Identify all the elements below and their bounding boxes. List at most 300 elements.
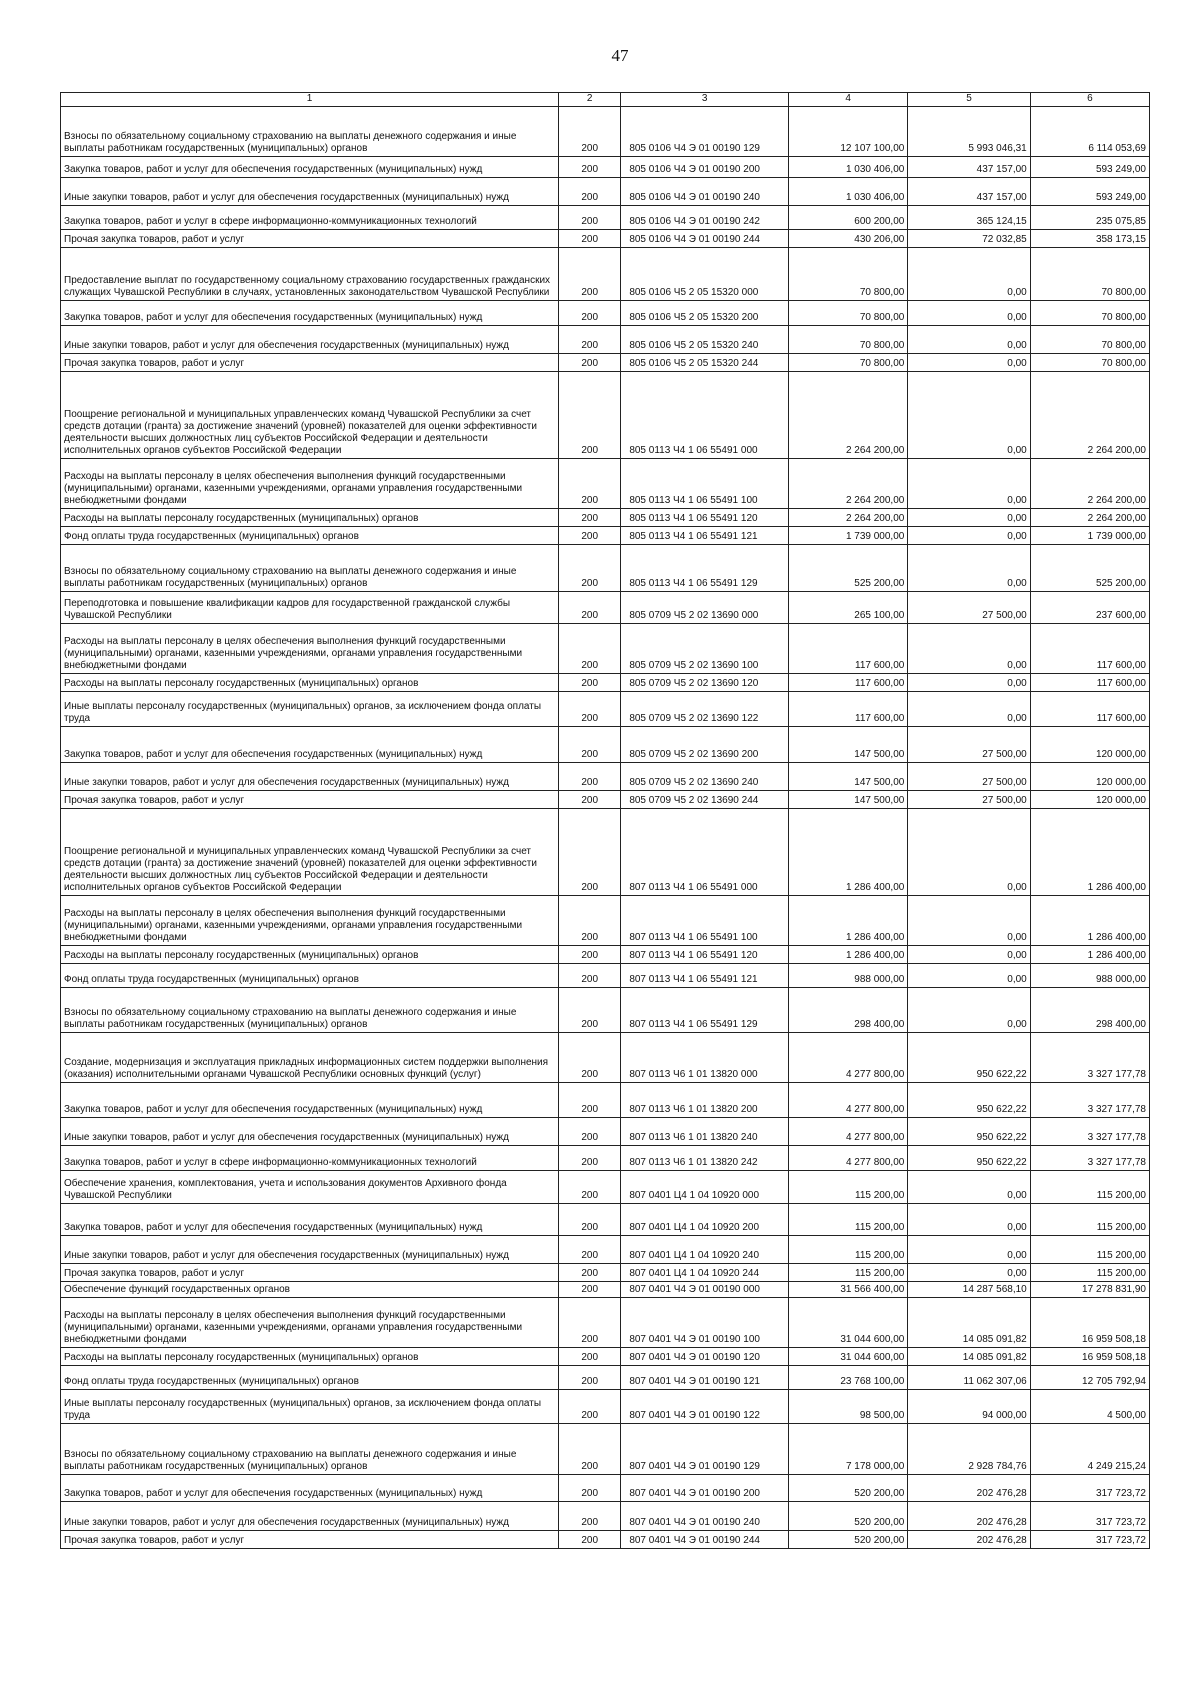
row-executed-amount: 365 124,15 [908, 206, 1030, 230]
row-budget-code: 807 0113 Ч4 1 06 55491 129 [621, 988, 789, 1033]
row-budget-code: 805 0709 Ч5 2 02 13690 100 [621, 624, 789, 674]
row-line-code: 200 [559, 157, 621, 178]
row-approved-amount: 298 400,00 [789, 988, 908, 1033]
row-budget-code: 807 0401 Ц4 1 04 10920 244 [621, 1264, 789, 1282]
row-budget-code: 807 0113 Ч6 1 01 13820 242 [621, 1146, 789, 1171]
row-name: Фонд оплаты труда государственных (муниципальных) органов [61, 1366, 559, 1390]
row-approved-amount: 115 200,00 [789, 1264, 908, 1282]
row-unexecuted-amount: 70 800,00 [1030, 354, 1149, 372]
row-approved-amount: 147 500,00 [789, 791, 908, 809]
row-executed-amount: 0,00 [908, 1236, 1030, 1264]
row-unexecuted-amount: 3 327 177,78 [1030, 1118, 1149, 1146]
table-row [61, 545, 1150, 592]
row-unexecuted-amount: 235 075,85 [1030, 206, 1149, 230]
table-row [61, 1236, 1150, 1264]
row-name: Иные закупки товаров, работ и услуг для обеспечения государственных (муниципальных) нужд [61, 1236, 559, 1264]
row-line-code: 200 [559, 1236, 621, 1264]
column-number-row [61, 93, 1150, 107]
row-line-code: 200 [559, 1475, 621, 1502]
table-row [61, 624, 1150, 674]
row-unexecuted-amount: 17 278 831,90 [1030, 1282, 1149, 1298]
row-name: Расходы на выплаты персоналу в целях обеспечения выполнения функций государственными (муниципальными) органами, казенными учреждениями, органами управления государственными внебюджетными фондами [61, 1298, 559, 1348]
row-line-code: 200 [559, 1531, 621, 1549]
table-row [61, 1083, 1150, 1118]
row-executed-amount: 202 476,28 [908, 1531, 1030, 1549]
row-line-code: 200 [559, 809, 621, 896]
row-unexecuted-amount: 3 327 177,78 [1030, 1146, 1149, 1171]
row-executed-amount: 950 622,22 [908, 1118, 1030, 1146]
row-approved-amount: 600 200,00 [789, 206, 908, 230]
row-name: Закупка товаров, работ и услуг для обеспечения государственных (муниципальных) нужд [61, 301, 559, 326]
row-line-code: 200 [559, 1146, 621, 1171]
row-line-code: 200 [559, 1264, 621, 1282]
row-line-code: 200 [559, 459, 621, 509]
row-unexecuted-amount: 3 327 177,78 [1030, 1083, 1149, 1118]
row-executed-amount: 2 928 784,76 [908, 1424, 1030, 1475]
row-approved-amount: 4 277 800,00 [789, 1083, 908, 1118]
row-approved-amount: 70 800,00 [789, 326, 908, 354]
row-line-code: 200 [559, 1118, 621, 1146]
row-approved-amount: 265 100,00 [789, 592, 908, 624]
row-line-code: 200 [559, 946, 621, 964]
table-row [61, 692, 1150, 727]
row-budget-code: 805 0709 Ч5 2 02 13690 200 [621, 727, 789, 763]
row-budget-code: 807 0401 Ч4 Э 01 00190 120 [621, 1348, 789, 1366]
row-approved-amount: 115 200,00 [789, 1171, 908, 1204]
row-name: Закупка товаров, работ и услуг для обеспечения государственных (муниципальных) нужд [61, 1475, 559, 1502]
row-approved-amount: 520 200,00 [789, 1475, 908, 1502]
row-name: Иные закупки товаров, работ и услуг для обеспечения государственных (муниципальных) нужд [61, 178, 559, 206]
table-row [61, 107, 1150, 157]
table-row [61, 1298, 1150, 1348]
row-approved-amount: 4 277 800,00 [789, 1118, 908, 1146]
row-budget-code: 805 0106 Ч5 2 05 15320 244 [621, 354, 789, 372]
table-row [61, 230, 1150, 248]
row-approved-amount: 147 500,00 [789, 727, 908, 763]
row-name: Закупка товаров, работ и услуг для обеспечения государственных (муниципальных) нужд [61, 1204, 559, 1236]
row-approved-amount: 525 200,00 [789, 545, 908, 592]
row-name: Обеспечение хранения, комплектования, учета и использования документов Архивного фонда Чувашской Республики [61, 1171, 559, 1204]
row-executed-amount: 202 476,28 [908, 1475, 1030, 1502]
table-row [61, 157, 1150, 178]
row-budget-code: 805 0113 Ч4 1 06 55491 120 [621, 509, 789, 527]
row-unexecuted-amount: 117 600,00 [1030, 674, 1149, 692]
row-approved-amount: 520 200,00 [789, 1502, 908, 1531]
row-unexecuted-amount: 2 264 200,00 [1030, 459, 1149, 509]
row-line-code: 200 [559, 1366, 621, 1390]
row-line-code: 200 [559, 1204, 621, 1236]
row-executed-amount: 0,00 [908, 1171, 1030, 1204]
table-row [61, 1171, 1150, 1204]
row-unexecuted-amount: 70 800,00 [1030, 248, 1149, 301]
row-name: Предоставление выплат по государственному социальному страхованию государственных гражданских служащих Чувашской Республики в случаях, установленных законодательством Чувашской Республики [61, 248, 559, 301]
row-approved-amount: 988 000,00 [789, 964, 908, 988]
row-name: Иные закупки товаров, работ и услуг для обеспечения государственных (муниципальных) нужд [61, 1502, 559, 1531]
row-budget-code: 805 0113 Ч4 1 06 55491 129 [621, 545, 789, 592]
row-line-code: 200 [559, 527, 621, 545]
row-name: Расходы на выплаты персоналу государственных (муниципальных) органов [61, 946, 559, 964]
row-name: Расходы на выплаты персоналу государственных (муниципальных) органов [61, 1348, 559, 1366]
row-unexecuted-amount: 3 327 177,78 [1030, 1033, 1149, 1083]
column-number: 2 [559, 93, 621, 107]
row-approved-amount: 31 044 600,00 [789, 1348, 908, 1366]
row-line-code: 200 [559, 230, 621, 248]
row-executed-amount: 27 500,00 [908, 763, 1030, 791]
row-budget-code: 805 0709 Ч5 2 02 13690 240 [621, 763, 789, 791]
row-approved-amount: 115 200,00 [789, 1236, 908, 1264]
row-line-code: 200 [559, 1348, 621, 1366]
row-name: Расходы на выплаты персоналу в целях обеспечения выполнения функций государственными (муниципальными) органами, казенными учреждениями, органами управления государственными внебюджетными фондами [61, 459, 559, 509]
table-row [61, 1118, 1150, 1146]
row-name: Обеспечение функций государственных органов [61, 1282, 559, 1298]
row-line-code: 200 [559, 1033, 621, 1083]
row-line-code: 200 [559, 964, 621, 988]
row-executed-amount: 0,00 [908, 301, 1030, 326]
row-line-code: 200 [559, 674, 621, 692]
row-executed-amount: 0,00 [908, 459, 1030, 509]
row-approved-amount: 2 264 200,00 [789, 509, 908, 527]
row-approved-amount: 117 600,00 [789, 692, 908, 727]
table-row [61, 1348, 1150, 1366]
table-row [61, 206, 1150, 230]
row-unexecuted-amount: 12 705 792,94 [1030, 1366, 1149, 1390]
table-row [61, 763, 1150, 791]
row-approved-amount: 70 800,00 [789, 301, 908, 326]
table-row [61, 727, 1150, 763]
row-unexecuted-amount: 120 000,00 [1030, 763, 1149, 791]
row-approved-amount: 31 566 400,00 [789, 1282, 908, 1298]
row-budget-code: 807 0401 Ч4 Э 01 00190 100 [621, 1298, 789, 1348]
row-line-code: 200 [559, 354, 621, 372]
row-line-code: 200 [559, 988, 621, 1033]
budget-execution-table [60, 92, 1150, 1549]
column-number: 4 [789, 93, 908, 107]
row-unexecuted-amount: 237 600,00 [1030, 592, 1149, 624]
row-unexecuted-amount: 525 200,00 [1030, 545, 1149, 592]
row-executed-amount: 0,00 [908, 1204, 1030, 1236]
row-line-code: 200 [559, 1282, 621, 1298]
row-name: Закупка товаров, работ и услуг для обеспечения государственных (муниципальных) нужд [61, 1083, 559, 1118]
row-approved-amount: 4 277 800,00 [789, 1033, 908, 1083]
row-name: Взносы по обязательному социальному страхованию на выплаты денежного содержания и иные выплаты работникам государственных (муниципальных) органов [61, 1424, 559, 1475]
row-name: Прочая закупка товаров, работ и услуг [61, 354, 559, 372]
row-name: Поощрение региональной и муниципальных управленческих команд Чувашской Республики за счет средств дотации (гранта) за достижение значений (уровней) показателей для оценки эффективности деятельности высших должностных лиц субъектов Российской Федерации и деятельности исполнительных органов субъектов Российской Федерации [61, 809, 559, 896]
row-executed-amount: 950 622,22 [908, 1033, 1030, 1083]
row-budget-code: 807 0401 Ч4 Э 01 00190 244 [621, 1531, 789, 1549]
row-unexecuted-amount: 16 959 508,18 [1030, 1348, 1149, 1366]
row-name: Иные выплаты персоналу государственных (муниципальных) органов, за исключением фонда оплаты труда [61, 692, 559, 727]
row-executed-amount: 202 476,28 [908, 1502, 1030, 1531]
table-row [61, 326, 1150, 354]
table-row [61, 1204, 1150, 1236]
row-line-code: 200 [559, 791, 621, 809]
row-executed-amount: 950 622,22 [908, 1083, 1030, 1118]
row-unexecuted-amount: 16 959 508,18 [1030, 1298, 1149, 1348]
table-body [61, 107, 1150, 1549]
row-budget-code: 805 0106 Ч4 Э 01 00190 242 [621, 206, 789, 230]
row-line-code: 200 [559, 592, 621, 624]
row-budget-code: 805 0106 Ч4 Э 01 00190 244 [621, 230, 789, 248]
row-unexecuted-amount: 117 600,00 [1030, 624, 1149, 674]
row-line-code: 200 [559, 545, 621, 592]
row-budget-code: 807 0113 Ч6 1 01 13820 200 [621, 1083, 789, 1118]
table-row [61, 527, 1150, 545]
row-budget-code: 805 0709 Ч5 2 02 13690 122 [621, 692, 789, 727]
row-budget-code: 805 0709 Ч5 2 02 13690 120 [621, 674, 789, 692]
row-executed-amount: 0,00 [908, 1264, 1030, 1282]
row-executed-amount: 437 157,00 [908, 178, 1030, 206]
row-line-code: 200 [559, 1424, 621, 1475]
row-name: Иные закупки товаров, работ и услуг для обеспечения государственных (муниципальных) нужд [61, 763, 559, 791]
table-row [61, 1146, 1150, 1171]
row-budget-code: 807 0113 Ч4 1 06 55491 120 [621, 946, 789, 964]
row-unexecuted-amount: 358 173,15 [1030, 230, 1149, 248]
table-row [61, 946, 1150, 964]
row-name: Закупка товаров, работ и услуг в сфере информационно-коммуникационных технологий [61, 206, 559, 230]
row-budget-code: 805 0113 Ч4 1 06 55491 100 [621, 459, 789, 509]
row-approved-amount: 1 739 000,00 [789, 527, 908, 545]
row-executed-amount: 0,00 [908, 624, 1030, 674]
row-name: Поощрение региональной и муниципальных управленческих команд Чувашской Республики за счет средств дотации (гранта) за достижение значений (уровней) показателей для оценки эффективности деятельности высших должностных лиц субъектов Российской Федерации и деятельности исполнительных органов субъектов Российской Федерации [61, 372, 559, 459]
row-name: Закупка товаров, работ и услуг для обеспечения государственных (муниципальных) нужд [61, 727, 559, 763]
row-unexecuted-amount: 117 600,00 [1030, 692, 1149, 727]
row-executed-amount: 27 500,00 [908, 727, 1030, 763]
row-unexecuted-amount: 593 249,00 [1030, 178, 1149, 206]
row-line-code: 200 [559, 692, 621, 727]
row-budget-code: 805 0709 Ч5 2 02 13690 244 [621, 791, 789, 809]
row-line-code: 200 [559, 763, 621, 791]
row-executed-amount: 0,00 [908, 988, 1030, 1033]
row-name: Фонд оплаты труда государственных (муниципальных) органов [61, 527, 559, 545]
row-budget-code: 807 0401 Ч4 Э 01 00190 000 [621, 1282, 789, 1298]
column-number: 5 [908, 93, 1030, 107]
row-approved-amount: 117 600,00 [789, 674, 908, 692]
row-budget-code: 807 0401 Ч4 Э 01 00190 122 [621, 1390, 789, 1424]
row-budget-code: 807 0401 Ч4 Э 01 00190 129 [621, 1424, 789, 1475]
table-row [61, 1033, 1150, 1083]
row-unexecuted-amount: 115 200,00 [1030, 1236, 1149, 1264]
row-line-code: 200 [559, 1502, 621, 1531]
row-approved-amount: 1 030 406,00 [789, 157, 908, 178]
row-name: Иные закупки товаров, работ и услуг для обеспечения государственных (муниципальных) нужд [61, 326, 559, 354]
table-row [61, 1366, 1150, 1390]
row-budget-code: 805 0106 Ч5 2 05 15320 200 [621, 301, 789, 326]
row-executed-amount: 0,00 [908, 545, 1030, 592]
table-row [61, 964, 1150, 988]
row-executed-amount: 0,00 [908, 326, 1030, 354]
row-executed-amount: 950 622,22 [908, 1146, 1030, 1171]
row-line-code: 200 [559, 1390, 621, 1424]
row-executed-amount: 0,00 [908, 248, 1030, 301]
table-row [61, 1282, 1150, 1298]
table-row [61, 509, 1150, 527]
row-approved-amount: 7 178 000,00 [789, 1424, 908, 1475]
row-unexecuted-amount: 317 723,72 [1030, 1475, 1149, 1502]
row-executed-amount: 0,00 [908, 692, 1030, 727]
row-name: Взносы по обязательному социальному страхованию на выплаты денежного содержания и иные выплаты работникам государственных (муниципальных) органов [61, 107, 559, 157]
row-approved-amount: 23 768 100,00 [789, 1366, 908, 1390]
row-executed-amount: 11 062 307,06 [908, 1366, 1030, 1390]
row-budget-code: 807 0401 Ч4 Э 01 00190 240 [621, 1502, 789, 1531]
row-unexecuted-amount: 115 200,00 [1030, 1204, 1149, 1236]
row-unexecuted-amount: 120 000,00 [1030, 791, 1149, 809]
row-line-code: 200 [559, 301, 621, 326]
table-row [61, 1390, 1150, 1424]
row-budget-code: 807 0401 Ч4 Э 01 00190 200 [621, 1475, 789, 1502]
row-name: Взносы по обязательному социальному страхованию на выплаты денежного содержания и иные выплаты работникам государственных (муниципальных) органов [61, 988, 559, 1033]
row-unexecuted-amount: 70 800,00 [1030, 326, 1149, 354]
row-unexecuted-amount: 1 739 000,00 [1030, 527, 1149, 545]
row-approved-amount: 70 800,00 [789, 354, 908, 372]
row-executed-amount: 0,00 [908, 946, 1030, 964]
row-unexecuted-amount: 6 114 053,69 [1030, 107, 1149, 157]
table-row [61, 459, 1150, 509]
row-budget-code: 807 0113 Ч4 1 06 55491 121 [621, 964, 789, 988]
row-line-code: 200 [559, 1083, 621, 1118]
row-executed-amount: 0,00 [908, 809, 1030, 896]
row-line-code: 200 [559, 326, 621, 354]
table-row [61, 354, 1150, 372]
row-approved-amount: 147 500,00 [789, 763, 908, 791]
row-budget-code: 807 0113 Ч4 1 06 55491 100 [621, 896, 789, 946]
row-executed-amount: 0,00 [908, 896, 1030, 946]
table-row [61, 988, 1150, 1033]
row-unexecuted-amount: 988 000,00 [1030, 964, 1149, 988]
row-name: Фонд оплаты труда государственных (муниципальных) органов [61, 964, 559, 988]
row-line-code: 200 [559, 1298, 621, 1348]
row-budget-code: 805 0113 Ч4 1 06 55491 121 [621, 527, 789, 545]
table-row [61, 1531, 1150, 1549]
row-budget-code: 807 0113 Ч6 1 01 13820 240 [621, 1118, 789, 1146]
column-number: 6 [1030, 93, 1149, 107]
row-unexecuted-amount: 115 200,00 [1030, 1171, 1149, 1204]
row-budget-code: 807 0401 Ц4 1 04 10920 200 [621, 1204, 789, 1236]
row-unexecuted-amount: 115 200,00 [1030, 1264, 1149, 1282]
row-approved-amount: 31 044 600,00 [789, 1298, 908, 1348]
row-budget-code: 805 0113 Ч4 1 06 55491 000 [621, 372, 789, 459]
row-line-code: 200 [559, 509, 621, 527]
row-approved-amount: 115 200,00 [789, 1204, 908, 1236]
row-budget-code: 805 0106 Ч5 2 05 15320 240 [621, 326, 789, 354]
row-approved-amount: 70 800,00 [789, 248, 908, 301]
row-executed-amount: 27 500,00 [908, 592, 1030, 624]
table-row [61, 372, 1150, 459]
row-approved-amount: 2 264 200,00 [789, 372, 908, 459]
row-budget-code: 807 0113 Ч6 1 01 13820 000 [621, 1033, 789, 1083]
row-approved-amount: 12 107 100,00 [789, 107, 908, 157]
row-unexecuted-amount: 317 723,72 [1030, 1531, 1149, 1549]
row-budget-code: 805 0709 Ч5 2 02 13690 000 [621, 592, 789, 624]
table-row [61, 791, 1150, 809]
row-budget-code: 807 0401 Ц4 1 04 10920 000 [621, 1171, 789, 1204]
page-number: 47 [611, 46, 629, 65]
row-line-code: 200 [559, 896, 621, 946]
table-row [61, 592, 1150, 624]
row-executed-amount: 0,00 [908, 674, 1030, 692]
row-unexecuted-amount: 1 286 400,00 [1030, 809, 1149, 896]
row-approved-amount: 1 286 400,00 [789, 809, 908, 896]
row-executed-amount: 72 032,85 [908, 230, 1030, 248]
row-name: Создание, модернизация и эксплуатация прикладных информационных систем поддержки выполнения (оказания) исполнительными органами Чувашской Республики основных функций (услуг) [61, 1033, 559, 1083]
row-name: Расходы на выплаты персоналу в целях обеспечения выполнения функций государственными (муниципальными) органами, казенными учреждениями, органами управления государственными внебюджетными фондами [61, 896, 559, 946]
row-unexecuted-amount: 1 286 400,00 [1030, 896, 1149, 946]
table-row [61, 301, 1150, 326]
row-name: Расходы на выплаты персоналу государственных (муниципальных) органов [61, 674, 559, 692]
column-number: 3 [621, 93, 789, 107]
row-unexecuted-amount: 4 500,00 [1030, 1390, 1149, 1424]
row-executed-amount: 14 085 091,82 [908, 1298, 1030, 1348]
row-executed-amount: 0,00 [908, 354, 1030, 372]
row-name: Расходы на выплаты персоналу в целях обеспечения выполнения функций государственными (муниципальными) органами, казенными учреждениями, органами управления государственными внебюджетными фондами [61, 624, 559, 674]
row-executed-amount: 0,00 [908, 372, 1030, 459]
row-approved-amount: 1 286 400,00 [789, 896, 908, 946]
row-name: Прочая закупка товаров, работ и услуг [61, 791, 559, 809]
row-line-code: 200 [559, 372, 621, 459]
row-executed-amount: 14 085 091,82 [908, 1348, 1030, 1366]
row-unexecuted-amount: 4 249 215,24 [1030, 1424, 1149, 1475]
row-unexecuted-amount: 120 000,00 [1030, 727, 1149, 763]
table-row [61, 1264, 1150, 1282]
table-row [61, 1502, 1150, 1531]
row-executed-amount: 27 500,00 [908, 791, 1030, 809]
row-approved-amount: 1 286 400,00 [789, 946, 908, 964]
row-name: Переподготовка и повышение квалификации кадров для государственной гражданской службы Чувашской Республики [61, 592, 559, 624]
row-name: Закупка товаров, работ и услуг в сфере информационно-коммуникационных технологий [61, 1146, 559, 1171]
row-unexecuted-amount: 2 264 200,00 [1030, 509, 1149, 527]
row-unexecuted-amount: 593 249,00 [1030, 157, 1149, 178]
row-budget-code: 805 0106 Ч4 Э 01 00190 129 [621, 107, 789, 157]
row-executed-amount: 0,00 [908, 527, 1030, 545]
row-executed-amount: 0,00 [908, 509, 1030, 527]
row-line-code: 200 [559, 248, 621, 301]
row-approved-amount: 1 030 406,00 [789, 178, 908, 206]
row-budget-code: 807 0113 Ч4 1 06 55491 000 [621, 809, 789, 896]
row-line-code: 200 [559, 1171, 621, 1204]
row-name: Прочая закупка товаров, работ и услуг [61, 1264, 559, 1282]
row-executed-amount: 437 157,00 [908, 157, 1030, 178]
table-row [61, 178, 1150, 206]
row-unexecuted-amount: 1 286 400,00 [1030, 946, 1149, 964]
row-unexecuted-amount: 317 723,72 [1030, 1502, 1149, 1531]
row-approved-amount: 4 277 800,00 [789, 1146, 908, 1171]
row-unexecuted-amount: 298 400,00 [1030, 988, 1149, 1033]
table-row [61, 1475, 1150, 1502]
row-unexecuted-amount: 70 800,00 [1030, 301, 1149, 326]
row-line-code: 200 [559, 178, 621, 206]
row-executed-amount: 14 287 568,10 [908, 1282, 1030, 1298]
row-executed-amount: 0,00 [908, 964, 1030, 988]
row-name: Иные закупки товаров, работ и услуг для обеспечения государственных (муниципальных) нужд [61, 1118, 559, 1146]
row-line-code: 200 [559, 624, 621, 674]
row-name: Закупка товаров, работ и услуг для обеспечения государственных (муниципальных) нужд [61, 157, 559, 178]
row-name: Иные выплаты персоналу государственных (муниципальных) органов, за исключением фонда оплаты труда [61, 1390, 559, 1424]
table-row [61, 809, 1150, 896]
table-row [61, 674, 1150, 692]
row-budget-code: 807 0401 Ц4 1 04 10920 240 [621, 1236, 789, 1264]
column-number: 1 [61, 93, 559, 107]
row-budget-code: 805 0106 Ч5 2 05 15320 000 [621, 248, 789, 301]
row-approved-amount: 430 206,00 [789, 230, 908, 248]
row-name: Расходы на выплаты персоналу государственных (муниципальных) органов [61, 509, 559, 527]
row-executed-amount: 94 000,00 [908, 1390, 1030, 1424]
row-approved-amount: 2 264 200,00 [789, 459, 908, 509]
row-approved-amount: 117 600,00 [789, 624, 908, 674]
row-name: Взносы по обязательному социальному страхованию на выплаты денежного содержания и иные выплаты работникам государственных (муниципальных) органов [61, 545, 559, 592]
row-name: Прочая закупка товаров, работ и услуг [61, 230, 559, 248]
row-budget-code: 807 0401 Ч4 Э 01 00190 121 [621, 1366, 789, 1390]
table-row [61, 1424, 1150, 1475]
row-name: Прочая закупка товаров, работ и услуг [61, 1531, 559, 1549]
